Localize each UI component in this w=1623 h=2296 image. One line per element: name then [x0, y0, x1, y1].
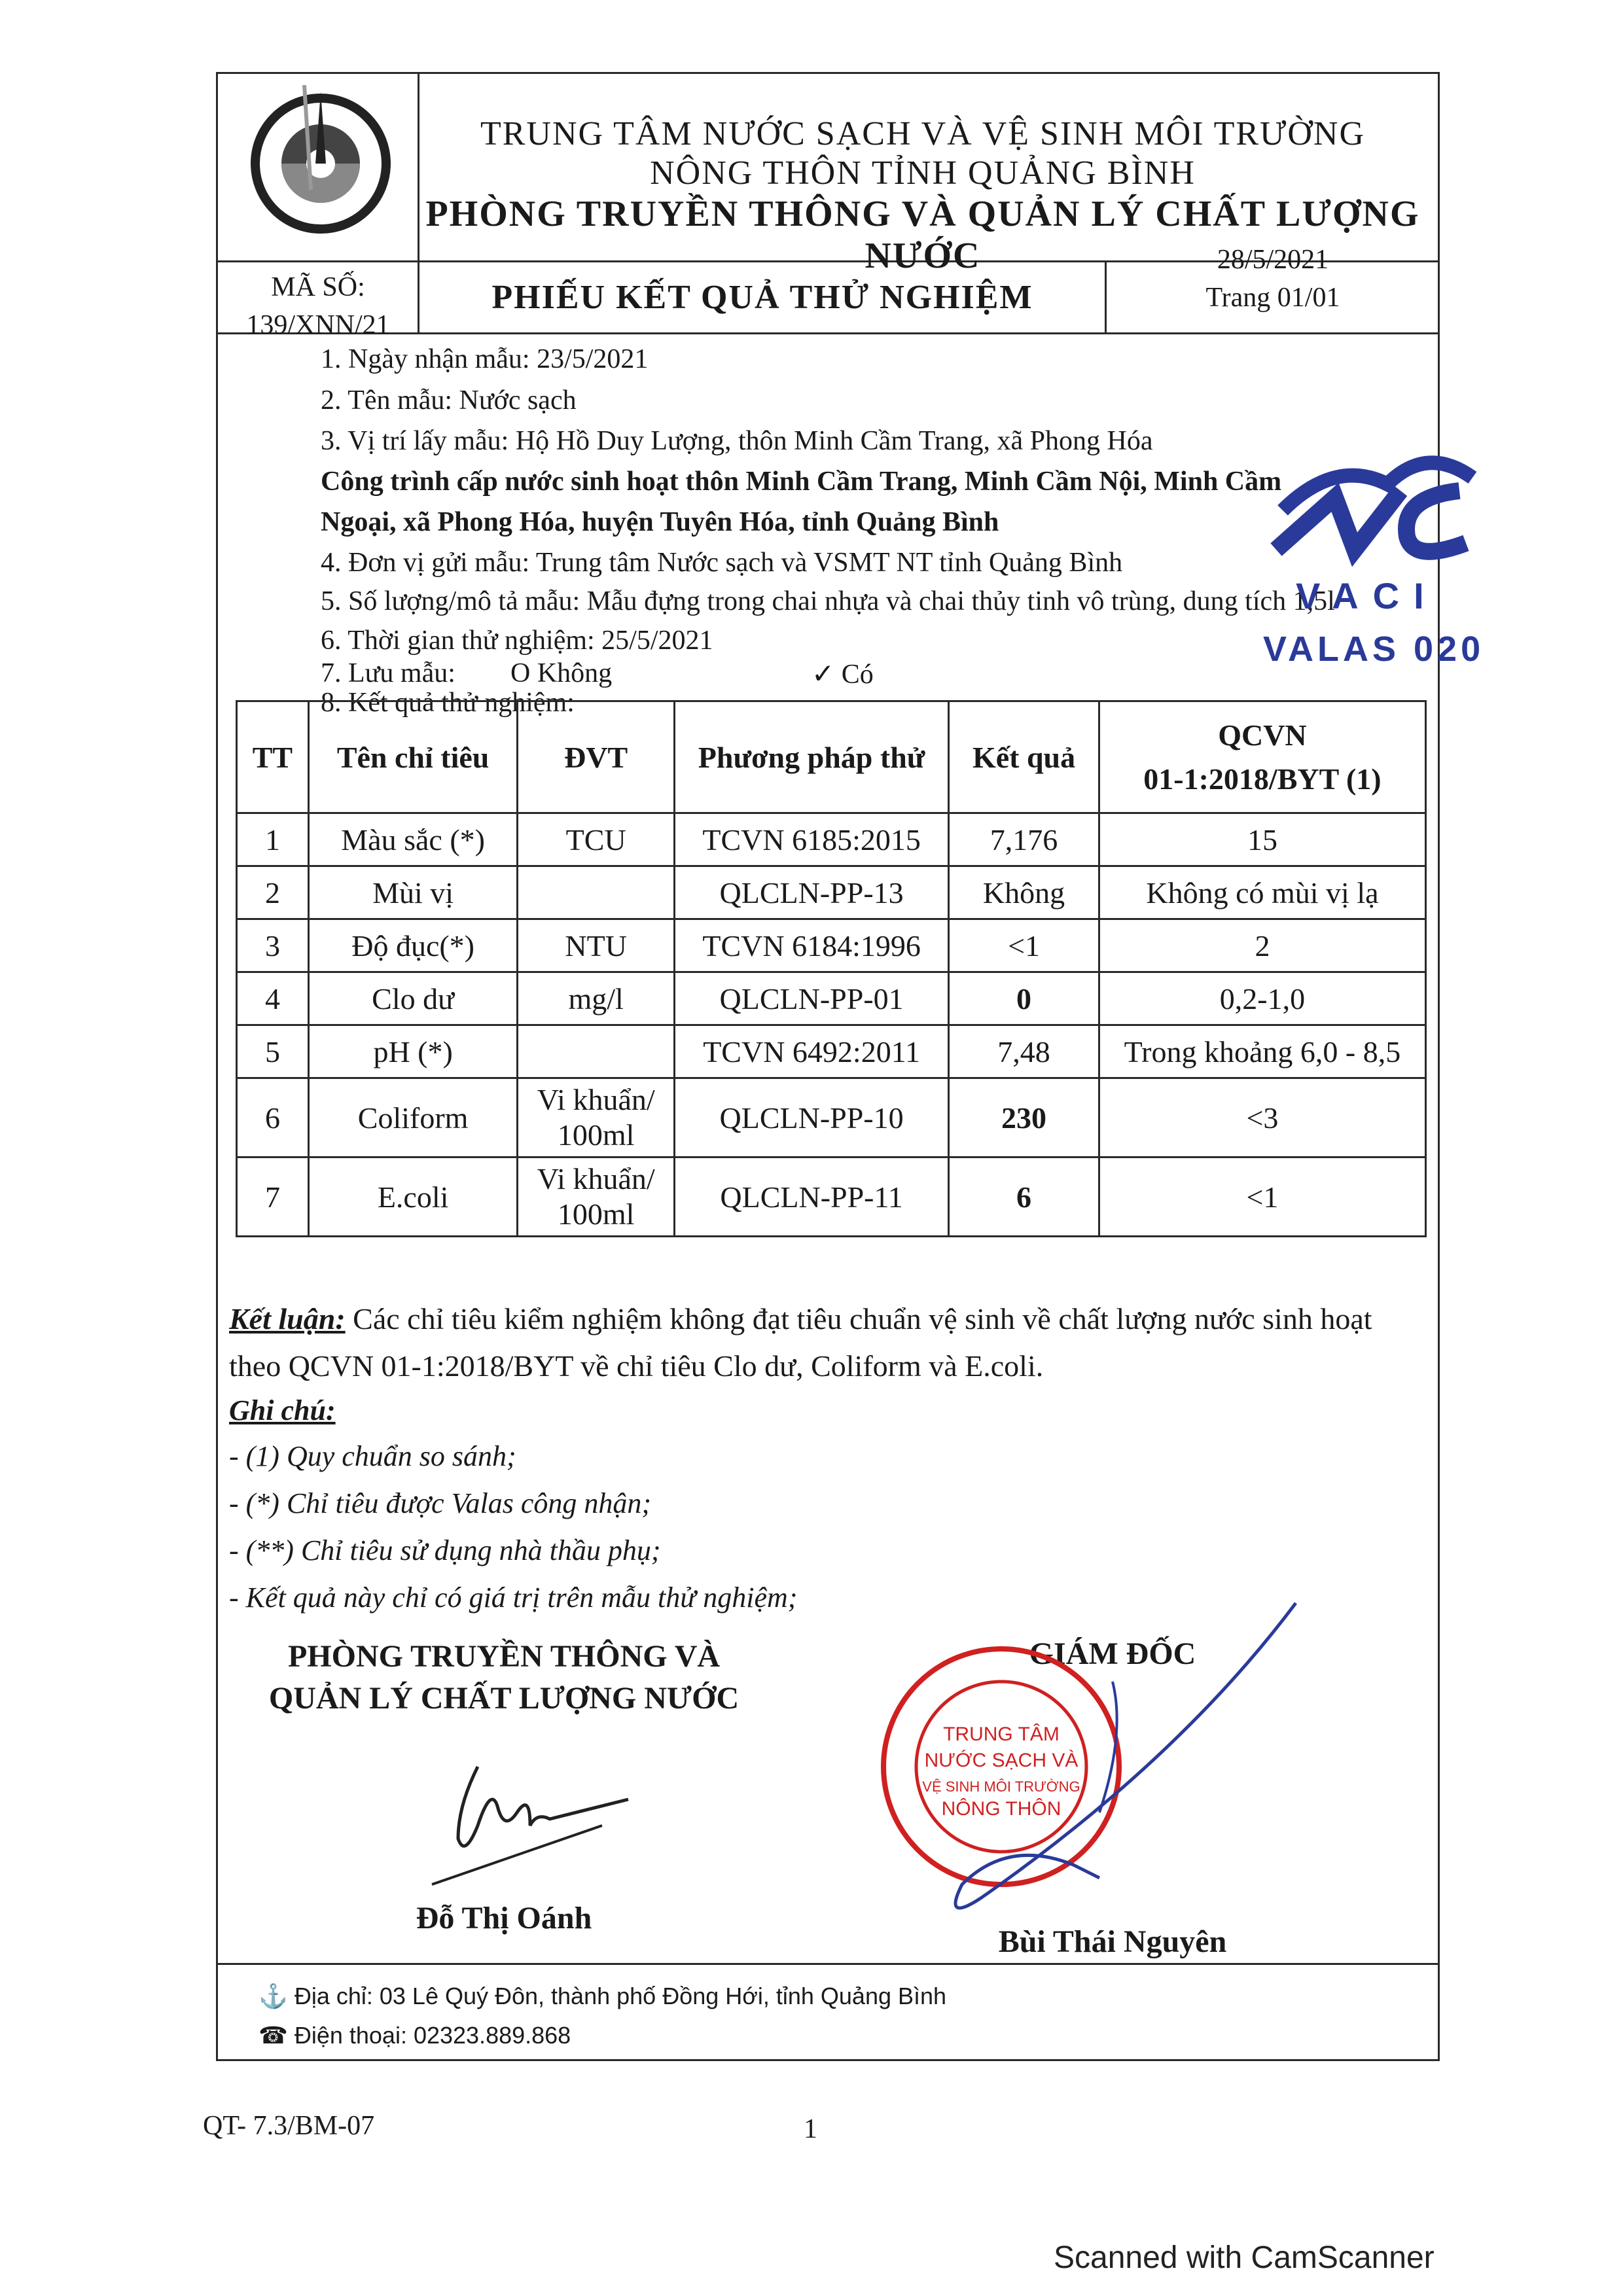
cell-tt: 3: [237, 919, 309, 972]
header-unit: ĐVT: [518, 701, 675, 813]
cell-indicator: Coliform: [308, 1078, 517, 1157]
cell-method: TCVN 6184:1996: [674, 919, 948, 972]
cell-indicator: Mùi vị: [308, 866, 517, 919]
cell-tt: 5: [237, 1025, 309, 1078]
table-row: [237, 972, 1426, 1025]
cell-indicator: Màu sắc (*): [308, 813, 517, 866]
code-label: MÃ SỐ:: [271, 272, 365, 302]
cell-result: 7,48: [949, 1025, 1099, 1078]
conclusion-text: Các chỉ tiêu kiểm nghiệm không đạt tiêu chuẩn vệ sinh về chất lượng nước sinh hoạt theo QCVN 01-1:2018/BYT về chỉ tiêu Clo dư, Coliform và E.coli.: [229, 1302, 1372, 1383]
info-sample-name: 2. Tên mẫu: Nước sạch: [321, 385, 577, 415]
date-page-box: [1113, 241, 1433, 317]
table-row: [237, 919, 1426, 972]
address-text: Địa chỉ: 03 Lê Quý Đôn, thành phố Đồng Hới, tỉnh Quảng Bình: [294, 1983, 947, 2009]
notes-label: Ghi chú:: [229, 1394, 336, 1426]
signer-left-title-1: PHÒNG TRUYỀN THÔNG VÀ: [287, 1639, 721, 1674]
table-row: [237, 1078, 1426, 1157]
signer-right-name: Bùi Thái Nguyên: [998, 1924, 1227, 1959]
cell-result: Không: [949, 866, 1099, 919]
results-table: [236, 700, 1427, 1237]
document-title: PHIẾU KẾT QUẢ THỬ NGHIỆM: [491, 279, 1033, 316]
info-location-detail-2: Ngoại, xã Phong Hóa, huyện Tuyên Hóa, tỉnh Quảng Bình: [321, 507, 999, 537]
page-number: 1: [804, 2114, 817, 2144]
stamp-line-1: TRUNG TÂM: [943, 1723, 1060, 1745]
phone-text: Điện thoại: 02323.889.868: [294, 2022, 571, 2049]
stamp-line-2: NƯỚC SẠCH VÀ: [924, 1750, 1079, 1771]
table-row: [237, 1157, 1426, 1237]
note-2: - (*) Chỉ tiêu được Valas công nhận;: [229, 1487, 652, 1519]
table-row: [237, 813, 1426, 866]
info-sample-location: 3. Vị trí lấy mẫu: Hộ Hồ Duy Lượng, thôn Minh Cầm Trang, xã Phong Hóa: [321, 426, 1153, 456]
cell-unit: [518, 1025, 675, 1078]
retention-option-yes: ✓ Có: [812, 660, 874, 690]
cell-result: 230: [949, 1078, 1099, 1157]
cell-standard: Không có mùi vị lạ: [1099, 866, 1425, 919]
cell-unit: TCU: [518, 813, 675, 866]
vaci-accreditation-logo-icon: [1257, 419, 1518, 667]
header-standard-line1: QCVN: [1218, 718, 1307, 752]
info-received-date: 1. Ngày nhận mẫu: 23/5/2021: [321, 344, 649, 374]
cell-unit: Vi khuẩn/ 100ml: [518, 1078, 675, 1157]
issue-date: 28/5/2021: [1217, 245, 1329, 275]
signer-left-name: Đỗ Thị Oánh: [416, 1901, 592, 1935]
cell-indicator: Độ đục(*): [308, 919, 517, 972]
info-sender: 4. Đơn vị gửi mẫu: Trung tâm Nước sạch và VSMT NT tỉnh Quảng Bình: [321, 548, 1123, 578]
signature-left-icon: [419, 1727, 641, 1898]
info-results-heading: 8. Kết quả thử nghiệm:: [321, 688, 575, 718]
valas-code: VALAS 020: [1263, 629, 1485, 667]
cell-method: QLCLN-PP-13: [674, 866, 948, 919]
header-indicator: Tên chỉ tiêu: [308, 701, 517, 813]
code-value: 139/XNN/21: [246, 310, 390, 340]
cell-tt: 6: [237, 1078, 309, 1157]
stamp-line-3: VỆ SINH MÔI TRƯỜNG: [922, 1778, 1080, 1795]
header-method: Phương pháp thử: [674, 701, 948, 813]
cell-result: 7,176: [949, 813, 1099, 866]
cell-method: TCVN 6185:2015: [674, 813, 948, 866]
table-row: [237, 866, 1426, 919]
footer-divider: [216, 1963, 1440, 1965]
conclusion-label: Kết luận:: [229, 1302, 346, 1335]
cell-result: 0: [949, 972, 1099, 1025]
page-info: Trang 01/01: [1205, 283, 1340, 313]
location-pin-icon: ⚓: [259, 1983, 294, 2009]
header-tt: TT: [237, 701, 309, 813]
cell-unit: [518, 866, 675, 919]
cell-standard: 0,2-1,0: [1099, 972, 1425, 1025]
center-logo-icon: [242, 85, 399, 242]
note-3: - (**) Chỉ tiêu sử dụng nhà thầu phụ;: [229, 1534, 661, 1566]
vaci-text: VACI: [1296, 575, 1438, 616]
cell-tt: 1: [237, 813, 309, 866]
info-sample-description: 5. Số lượng/mô tả mẫu: Mẫu đựng trong chai nhựa và chai thủy tinh vô trùng, dung tích 1,5l: [321, 586, 1335, 616]
header-line-3: PHÒNG TRUYỀN THÔNG VÀ QUẢN LÝ CHẤT LƯỢNG NƯỚC: [425, 194, 1420, 276]
info-test-time: 6. Thời gian thử nghiệm: 25/5/2021: [321, 626, 713, 656]
cell-standard: Trong khoảng 6,0 - 8,5: [1099, 1025, 1425, 1078]
cell-unit: NTU: [518, 919, 675, 972]
cell-standard: 15: [1099, 813, 1425, 866]
cell-tt: 2: [237, 866, 309, 919]
cell-method: QLCLN-PP-01: [674, 972, 948, 1025]
header-result: Kết quả: [949, 701, 1099, 813]
signature-right-icon: [903, 1590, 1322, 1943]
document-code: [220, 268, 416, 344]
cell-result: <1: [949, 919, 1099, 972]
cell-unit: mg/l: [518, 972, 675, 1025]
signer-left-title-2: QUẢN LÝ CHẤT LƯỢNG NƯỚC: [268, 1681, 740, 1716]
header-line-2: NÔNG THÔN TỈNH QUẢNG BÌNH: [650, 154, 1196, 192]
cell-method: QLCLN-PP-11: [674, 1157, 948, 1237]
table-header-row: [237, 701, 1426, 813]
header-line-1: TRUNG TÂM NƯỚC SẠCH VÀ VỆ SINH MÔI TRƯỜNG: [480, 115, 1366, 152]
cell-standard: <1: [1099, 1157, 1425, 1237]
cell-indicator: pH (*): [308, 1025, 517, 1078]
retention-option-no: O Không: [510, 658, 613, 688]
stamp-line-4: NÔNG THÔN: [941, 1798, 1061, 1820]
phone-icon: ☎: [259, 2022, 294, 2049]
footer-address: [259, 1983, 946, 2010]
header-standard: [1099, 701, 1425, 813]
signer-left-title: [249, 1636, 759, 1720]
cell-standard: <3: [1099, 1078, 1425, 1157]
cell-tt: 4: [237, 972, 309, 1025]
note-4: - Kết quả này chỉ có giá trị trên mẫu thử nghiệm;: [229, 1581, 798, 1614]
cell-tt: 7: [237, 1157, 309, 1237]
footer-phone: [259, 2022, 571, 2049]
cell-unit: Vi khuẩn/ 100ml: [518, 1157, 675, 1237]
cell-result: 6: [949, 1157, 1099, 1237]
info-location-detail-1: Công trình cấp nước sinh hoạt thôn Minh Cầm Trang, Minh Cầm Nội, Minh Cầm: [321, 467, 1282, 497]
cell-indicator: E.coli: [308, 1157, 517, 1237]
cell-indicator: Clo dư: [308, 972, 517, 1025]
info-retention-label: 7. Lưu mẫu:: [321, 658, 455, 688]
conclusion: [229, 1296, 1427, 1390]
signer-right-title: GIÁM ĐỐC: [1029, 1636, 1196, 1671]
form-code: QT- 7.3/BM-07: [203, 2111, 375, 2141]
cell-standard: 2: [1099, 919, 1425, 972]
cell-method: TCVN 6492:2011: [674, 1025, 948, 1078]
cell-method: QLCLN-PP-10: [674, 1078, 948, 1157]
scanner-watermark: Scanned with CamScanner: [1054, 2240, 1435, 2275]
table-row: [237, 1025, 1426, 1078]
note-1: - (1) Quy chuẩn so sánh;: [229, 1440, 516, 1472]
header-standard-line2: 01-1:2018/BYT (1): [1143, 762, 1382, 796]
